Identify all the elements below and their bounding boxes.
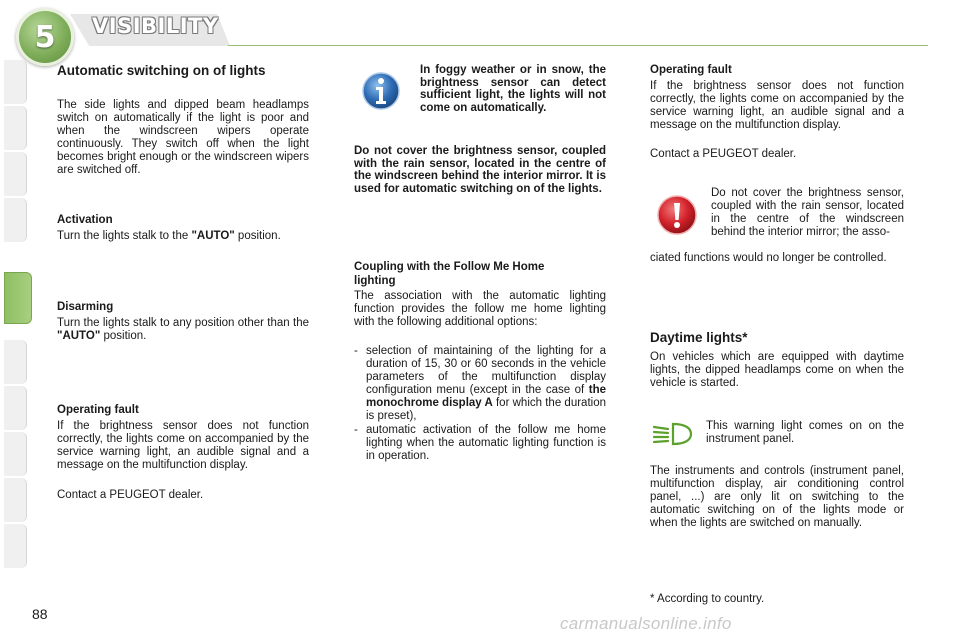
chapter-tab-4[interactable]: [4, 198, 27, 242]
activation-text: Turn the lights stalk to the "AUTO" position.: [57, 230, 281, 242]
chapter-tab-3[interactable]: [4, 152, 27, 196]
chapter-tab-7[interactable]: [4, 386, 27, 430]
operating-fault-heading-right: Operating fault: [650, 64, 732, 76]
chapter-tab-2[interactable]: [4, 106, 27, 150]
chapter-tab-strip: [0, 60, 30, 580]
coupling-text: The association with the automatic lighting function provides the follow me home lighting with the following additional options:: [354, 290, 606, 328]
page-number: 88: [32, 606, 48, 622]
disarming-text: Turn the lights stalk to any position other than the "AUTO" position.: [57, 317, 309, 342]
list-item: - selection of maintaining of the lighting for a duration of 15, 30 or 60 seconds in the vehicle parameters of the multifunction display configuration menu (except in the case of the monochrome display A for which the duration is preset),: [354, 345, 606, 422]
coupling-options-list: [354, 345, 606, 463]
header-rule: [228, 45, 928, 46]
chapter-tab-10[interactable]: [4, 524, 27, 568]
exclamation-warning-icon: [656, 194, 698, 236]
instruments-lighting-text: The instruments and controls (instrument panel, multifunction display, air conditioning control panel, ...) are only lit on switching to the automatic switching on of the lights mode or when the lights are switched on manually.: [650, 465, 904, 529]
chapter-tab-5-active[interactable]: [4, 272, 32, 324]
activation-heading: Activation: [57, 214, 113, 226]
auto-switching-heading: Automatic switching on of lights: [57, 63, 266, 78]
watermark: carmanualsonline.info: [560, 614, 732, 633]
contact-dealer-right: Contact a PEUGEOT dealer.: [650, 148, 797, 160]
chapter-badge: [16, 8, 74, 66]
cover-sensor-warning-continued: ciated functions would no longer be controlled.: [650, 252, 887, 264]
contact-dealer-left: Contact a PEUGEOT dealer.: [57, 489, 204, 501]
chapter-tab-9[interactable]: [4, 478, 27, 522]
list-item: - automatic activation of the follow me home lighting when the automatic lighting function is in operation.: [354, 424, 606, 462]
footnote: * According to country.: [650, 593, 765, 605]
chapter-number: 5: [34, 19, 56, 55]
operating-fault-text-left: If the brightness sensor does not function correctly, the lights come on accompanied by the service warning light, an audible signal and a message on the multifunction display.: [57, 420, 309, 471]
info-icon: [361, 70, 401, 112]
coupling-heading: Coupling with the Follow Me Home lighting: [354, 261, 545, 287]
chapter-tab-1[interactable]: [4, 60, 27, 104]
disarming-heading: Disarming: [57, 301, 114, 313]
dipped-beam-lamp-icon: [651, 420, 695, 448]
page-title: VISIBILITY: [92, 14, 219, 38]
auto-switching-text: The side lights and dipped beam headlamps switch on automatically if the light is poor and when the windscreen wipers operate continuously. They switch off when the light becomes bright enough or the windscreen wipers are switched off.: [57, 99, 309, 176]
cover-sensor-warning-text: Do not cover the brightness sensor, coupled with the rain sensor, located in the centre of the windscreen behind the interior mirror. It is used for automatic switching on of the lights.: [354, 145, 606, 195]
cover-sensor-warning-side: Do not cover the brightness sensor, coupled with the rain sensor, located in the centre of the windscreen behind the interior mirror; the asso-: [711, 187, 904, 238]
operating-fault-heading-left: Operating fault: [57, 404, 139, 416]
warning-light-text: This warning light comes on on the instrument panel.: [706, 420, 904, 445]
chapter-tab-8[interactable]: [4, 432, 27, 476]
chapter-tab-6[interactable]: [4, 340, 27, 384]
daytime-lights-text: On vehicles which are equipped with daytime lights, the dipped headlamps come on when the vehicle is started.: [650, 351, 904, 389]
info-note-text: In foggy weather or in snow, the brightness sensor can detect sufficient light, the lights will not come on automatically.: [420, 64, 606, 114]
operating-fault-text-right: If the brightness sensor does not function correctly, the lights come on accompanied by the service warning light, an audible signal and a message on the multifunction display.: [650, 80, 904, 131]
daytime-lights-heading: Daytime lights*: [650, 330, 748, 345]
